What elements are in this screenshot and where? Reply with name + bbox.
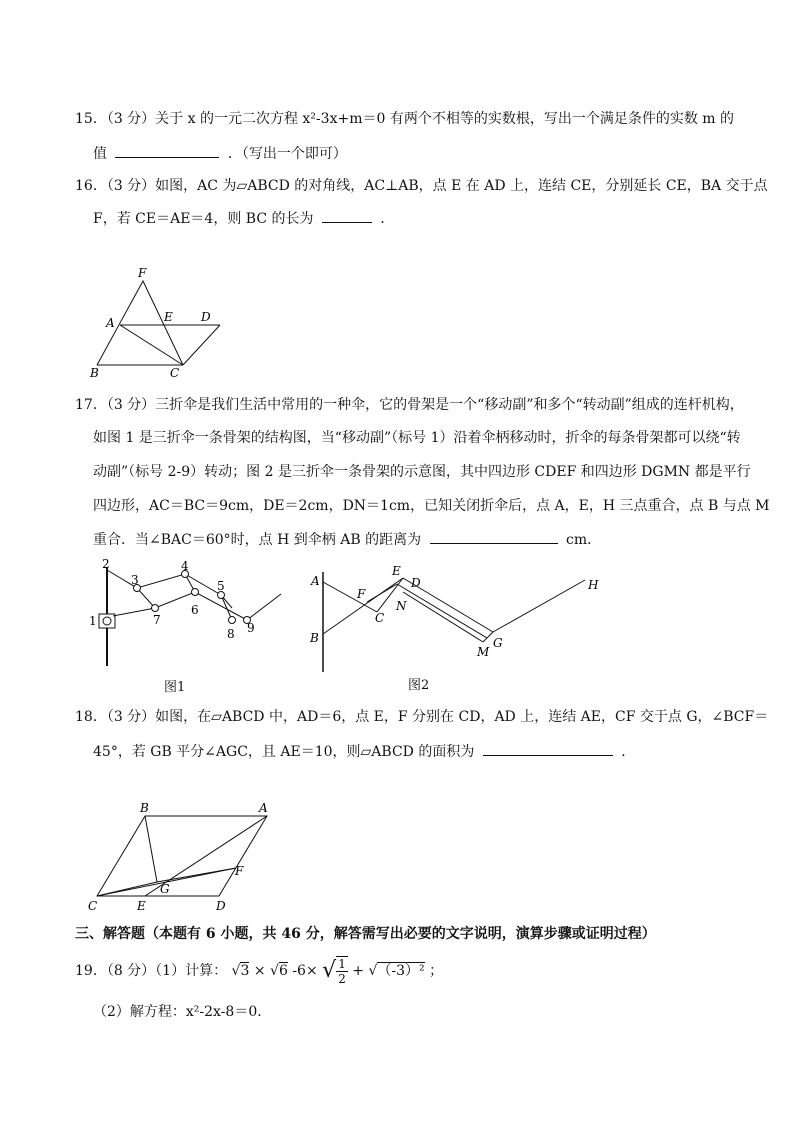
fig2-label-C: C [375, 611, 385, 625]
q17-line4: 四边形，AC＝BC＝9cm，DE＝2cm，DN＝1cm，已知关闭折伞后，点 A，E，H 三点重合，点 B 与点 M [93, 498, 770, 514]
label-F: F [138, 266, 147, 280]
fig2-label-N: N [396, 599, 407, 613]
q15-line2 [93, 143, 347, 164]
minus-term: -6× [292, 963, 318, 979]
label-D: D [201, 310, 211, 324]
q16-text: F，若 CE＝AE＝4，则 BC 的长为 [93, 211, 314, 227]
answer-blank-16[interactable] [322, 208, 372, 223]
q17-text: 重合．当∠BAC＝60°时，点 H 到伞柄 AB 的距离为 [93, 532, 422, 548]
semicolon: ； [429, 963, 444, 979]
fig2-label-E: E [392, 564, 401, 578]
times-sign: × [253, 963, 266, 979]
fig1-label-5: 5 [217, 579, 225, 593]
q18-label-G: G [160, 882, 170, 896]
q18-label-C: C [88, 899, 98, 912]
q16-line2 [93, 208, 394, 229]
q18-label-B: B [140, 801, 149, 815]
sqrt-half: √ $\frac{1}{2}$ [322, 957, 346, 986]
answer-blank-18[interactable] [483, 741, 613, 756]
fig2-label-A: A [311, 574, 320, 588]
fig2-label-F: F [357, 587, 366, 601]
answer-blank-15[interactable] [115, 143, 219, 158]
q18-figure [85, 798, 285, 912]
label-E: E [164, 310, 173, 324]
q15-text: 值 [93, 146, 107, 162]
q18-text: 45°，若 GB 平分∠AGC，且 AE＝10，则▱ABCD 的面积为 [93, 744, 475, 760]
fig1-label-3: 3 [131, 573, 139, 587]
q19-line1 [75, 956, 443, 986]
q16-end: ． [380, 211, 395, 227]
sqrt-6: √6 [270, 963, 288, 979]
plus-sign: + [352, 963, 365, 979]
label-C: C [170, 366, 180, 380]
q18-line2 [93, 741, 635, 762]
q16-figure [80, 265, 230, 380]
figure-2-caption: 图2 [408, 678, 430, 693]
q18-label-A: A [259, 801, 268, 815]
q17-figure-2 [305, 562, 610, 674]
fig1-label-8: 8 [227, 627, 235, 641]
fig1-label-2: 2 [102, 558, 110, 571]
q18-label-E: E [137, 899, 146, 912]
q18-line1: 18．（3 分）如图，在▱ABCD 中，AD＝6，点 E，F 分别在 CD，AD 上，连结 AE，CF 交于点 G，∠BCF＝ [75, 709, 769, 725]
q15-line1: 15．（3 分）关于 x 的一元二次方程 x²-3x+m＝0 有两个不相等的实数根，写出一个满足条件的实数 m 的 [75, 111, 734, 127]
fig1-label-1: 1 [89, 614, 97, 628]
figure-1-caption: 图1 [164, 680, 186, 695]
fig1-label-6: 6 [191, 603, 199, 617]
fig2-label-G: G [493, 636, 503, 650]
fig1-label-4: 4 [181, 559, 189, 573]
q16-line1: 16．（3 分）如图，AC 为▱ABCD 的对角线，AC⊥AB，点 E 在 AD 上，连结 CE，分别延长 CE，BA 交于点 [75, 178, 768, 194]
fig1-label-9: 9 [247, 621, 255, 635]
q17-figure-1 [85, 558, 290, 670]
fig2-label-B: B [310, 631, 319, 645]
sqrt-3: √3 [231, 963, 250, 979]
answer-blank-17[interactable] [430, 529, 558, 544]
q17-unit: cm． [565, 532, 602, 548]
section-3-title: 三、解答题（本题有 6 小题，共 46 分，解答需写出必要的文字说明，演算步骤或证明过程） [75, 926, 656, 942]
q17-line5 [93, 529, 601, 550]
q18-label-F: F [235, 864, 244, 878]
q17-line1: 17．（3 分）三折伞是我们生活中常用的一种伞，它的骨架是一个“移动副”和多个“转动副”组成的连杆机构， [75, 397, 744, 413]
label-B: B [90, 366, 99, 380]
fig1-label-7: 7 [153, 613, 161, 627]
sqrt-neg3-squared: √（-3）² [368, 963, 425, 979]
label-A: A [106, 316, 115, 330]
q18-label-D: D [216, 899, 226, 912]
q19-part2: （2）解方程：x²-2x-8＝0． [93, 1004, 272, 1020]
q17-line3: 动副”（标号 2-9）转动；图 2 是三折伞一条骨架的示意图，其中四边形 CDEF 和四边形 DGMN 都是平行 [93, 464, 751, 480]
fig2-label-H: H [588, 578, 599, 592]
q15-hint: ．（写出一个即可） [227, 146, 347, 162]
fig2-label-D: D [411, 576, 421, 590]
q18-end: ． [621, 744, 636, 760]
q19-prefix: 19．（8 分）（1）计算： [75, 963, 228, 979]
fig2-label-M: M [477, 645, 490, 659]
q17-line2: 如图 1 是三折伞一条骨架的结构图，当“移动副”（标号 1）沿着伞柄移动时，折伞的每条骨架都可以绕“转 [93, 430, 741, 446]
